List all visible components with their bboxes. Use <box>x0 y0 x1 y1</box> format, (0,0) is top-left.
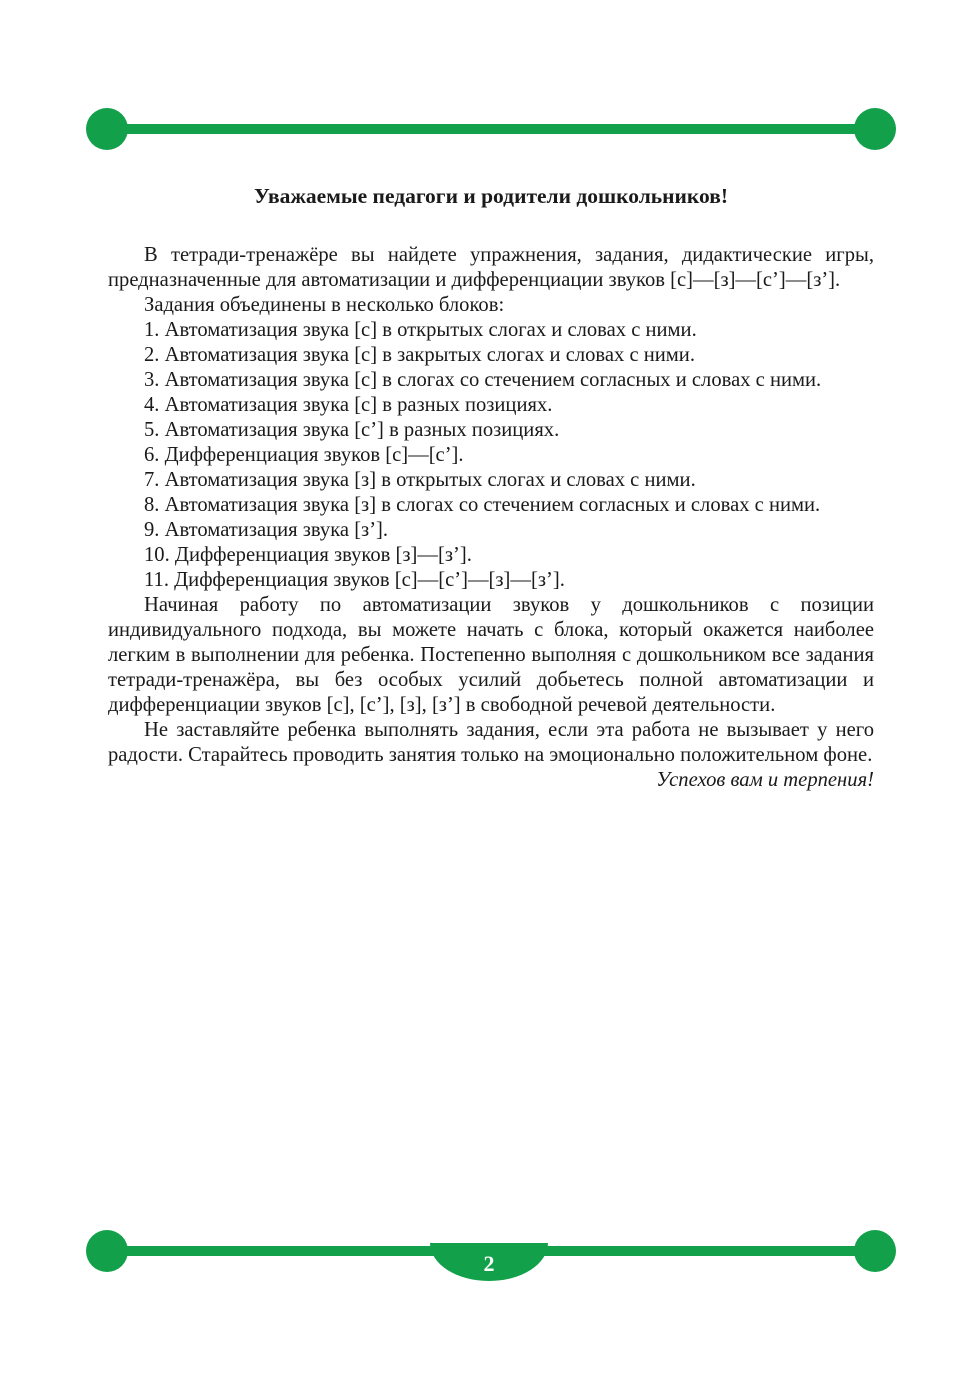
page-title: Уважаемые педагоги и родители дошкольников! <box>253 184 729 208</box>
list-item: 9. Автоматизация звука [з’]. <box>144 519 389 541</box>
list-item: 7. Автоматизация звука [з] в открытых слогах и словах с ними. <box>144 469 696 491</box>
blocks-list <box>108 318 874 593</box>
intro-paragraph: В тетради-тренажёре вы найдете упражнения, задания, дидактические игры, предназначенные для автоматизации и дифференциации звуков [с]—[з]—[с’]—[з’]. <box>108 244 874 291</box>
advice-paragraph: Не заставляйте ребенка выполнять задания, если эта работа не вызывает у него радости. Старайтесь проводить занятия только на эмоционально положительном фоне. <box>108 719 874 766</box>
footer-rule-dot-right <box>854 1230 896 1272</box>
signoff: Успехов вам и терпения! <box>656 769 874 791</box>
list-item: 1. Автоматизация звука [с] в открытых слогах и словах с ними. <box>144 319 697 341</box>
list-item: 8. Автоматизация звука [з] в слогах со стечением согласных и словах с ними. <box>144 494 821 516</box>
blocks-lead: Задания объединены в несколько блоков: <box>144 294 505 316</box>
page-number-tab <box>430 1243 548 1281</box>
header-rule-dot-left <box>86 108 128 150</box>
page-content <box>108 180 874 793</box>
list-item: 10. Дифференциация звуков [з]—[з’]. <box>144 544 472 566</box>
page-number: 2 <box>483 1251 495 1276</box>
list-item: 6. Дифференциация звуков [с]—[с’]. <box>144 444 464 466</box>
list-item: 4. Автоматизация звука [с] в разных позициях. <box>144 394 553 416</box>
header-rule-bar <box>106 124 876 134</box>
header-rule-dot-right <box>854 108 896 150</box>
footer-rule-dot-left <box>86 1230 128 1272</box>
list-item: 5. Автоматизация звука [с’] в разных позициях. <box>144 419 560 441</box>
list-item: 3. Автоматизация звука [с] в слогах со стечением согласных и словах с ними. <box>144 369 822 391</box>
approach-paragraph: Начиная работу по автоматизации звуков у дошкольников с позиции индивидуального подхода, вы можете начать с блока, который окажется наиболее легким в выполнении для ребенка. Постепенно выполняя с дошкольником все задания тетради-тренажёра, вы без особых усилий добьетесь полной автоматизации и дифференциации звуков [с], [с’], [з], [з’] в свободной речевой деятельности. <box>108 594 874 716</box>
list-item: 11. Дифференциация звуков [с]—[с’]—[з]—[з’]. <box>144 569 565 591</box>
list-item: 2. Автоматизация звука [с] в закрытых слогах и словах с ними. <box>144 344 695 366</box>
header-rule <box>86 108 896 150</box>
